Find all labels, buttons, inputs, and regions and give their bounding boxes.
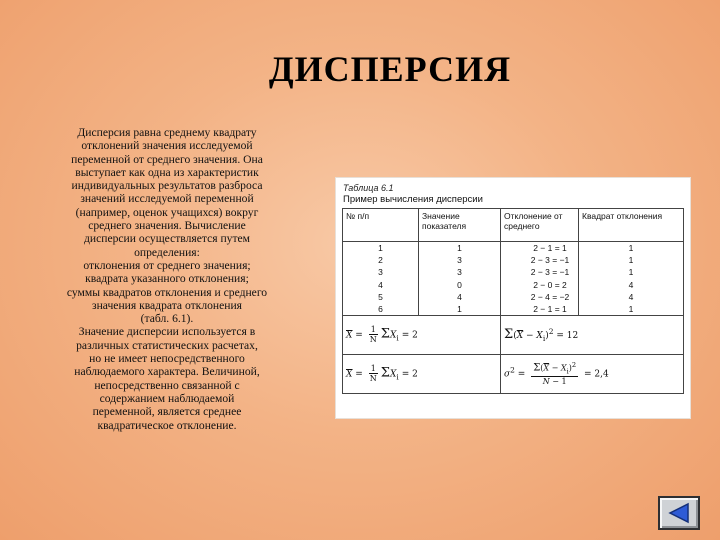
table-cell: 1 (343, 242, 419, 255)
variance-table-figure (336, 178, 690, 418)
variance-formula-row (343, 355, 684, 394)
variance-table (342, 208, 684, 394)
header-cell: Значение показателя (419, 209, 501, 242)
body-text-line: Дисперсия равна среднему квадрату (77, 126, 257, 139)
mean-formula: $\overline{X}$ = $\frac{1}{N}$ $\Sigma X_i = 2$ (343, 316, 501, 355)
mean-formula-2: $\overline{X}$ = $\frac{1}{N}$ $\Sigma X_i = 2$ (343, 355, 501, 394)
table-cell: 1 (579, 266, 684, 278)
header-cell: № п/п (343, 209, 419, 242)
body-text (22, 126, 312, 432)
body-text-line: (табл. 6.1). (140, 312, 194, 326)
table-cell: 1 (579, 242, 684, 255)
table-cell: 4 (343, 279, 419, 291)
table-row (343, 242, 684, 255)
table-cell: 1 (419, 303, 501, 316)
table-cell: 2 − 4 = −2 (501, 291, 579, 303)
table-cell: 4 (419, 291, 501, 303)
body-text-line: наблюдаемого характера. Величиной, (74, 365, 260, 379)
mean-formula-row (343, 316, 684, 355)
body-text-line: выступает как одна из характеристик (75, 165, 259, 179)
table-cell: 3 (419, 254, 501, 266)
body-text-line: суммы квадратов отклонения и среднего (66, 285, 268, 299)
body-text-line: (например, оценок учащихся) вокруг (75, 205, 259, 219)
table-row (343, 291, 684, 303)
table-cell: 3 (343, 266, 419, 278)
mean-formula-2-value: = 2 (401, 369, 418, 380)
back-arrow-icon (666, 502, 692, 524)
body-text-line: квадрата указанного отклонения; (85, 272, 249, 286)
table-cell: 1 (419, 242, 501, 255)
table-cell: 2 − 0 = 2 (501, 279, 579, 291)
body-text-line: переменной, является среднее (92, 405, 242, 419)
body-text-line: непосредственно связанной с (94, 378, 240, 392)
table-cell: 2 − 3 = −1 (501, 254, 579, 266)
body-text-line: но не имеет непосредственного (89, 352, 245, 366)
variance-formula: $\sigma^2$ = $\frac{\Sigma(\overline{X} - X_i)^2}{N - 1}$ = 2,4 (501, 355, 684, 394)
table-caption: Таблица 6.1 (343, 183, 394, 193)
body-text-line: различных статистических расчетах, (76, 338, 258, 352)
body-text-line: отклонения от среднего значения; (83, 258, 251, 272)
table-row (343, 279, 684, 291)
table-cell: 2 − 3 = −1 (501, 266, 579, 278)
slide-title: ДИСПЕРСИЯ (268, 49, 512, 89)
table-title: Пример вычисления дисперсии (343, 194, 483, 205)
table-cell: 3 (419, 266, 501, 278)
mean-formula-value: = 2 (401, 330, 418, 341)
table-cell: 2 − 1 = 1 (501, 242, 579, 255)
table-row (343, 303, 684, 316)
table-cell: 0 (419, 279, 501, 291)
body-text-line: Значение дисперсии используется в (78, 325, 256, 339)
table-cell: 1 (579, 254, 684, 266)
body-text-line: значения квадрата отклонения (92, 298, 242, 312)
table-row (343, 266, 684, 278)
body-text-line: значений исследуемой переменной (80, 192, 254, 206)
table-row (343, 254, 684, 266)
table-cell: 6 (343, 303, 419, 316)
back-button[interactable] (658, 496, 700, 530)
body-text-line: отклонений значения исследуемой (81, 139, 253, 153)
table-cell: 2 − 1 = 1 (501, 303, 579, 316)
header-cell: Квадрат отклонения (579, 209, 684, 242)
body-text-line: переменной от среднего значения. Она (71, 152, 263, 166)
body-text-line: среднего значения. Вычисление (88, 219, 246, 233)
table-cell: 4 (579, 291, 684, 303)
table-cell: 2 (343, 254, 419, 266)
body-text-line: определения: (134, 245, 200, 259)
sum-squares-value: = 12 (556, 331, 579, 342)
table-cell: 5 (343, 291, 419, 303)
variance-value: = 2,4 (584, 369, 609, 380)
header-cell: Отклонение от среднего (501, 209, 579, 242)
table-cell: 4 (579, 279, 684, 291)
sum-squares-formula: $\Sigma(\overline{X} - X_i)^2 = 12$ (501, 316, 684, 355)
table-cell: 1 (579, 303, 684, 316)
body-text-line: содержанием наблюдаемой (99, 391, 235, 405)
body-text-line: квадратическое отклонение. (97, 418, 237, 432)
body-text-line: дисперсии осуществляется путем (83, 232, 251, 246)
body-text-line: индивидуальных результатов разброса (71, 179, 263, 193)
